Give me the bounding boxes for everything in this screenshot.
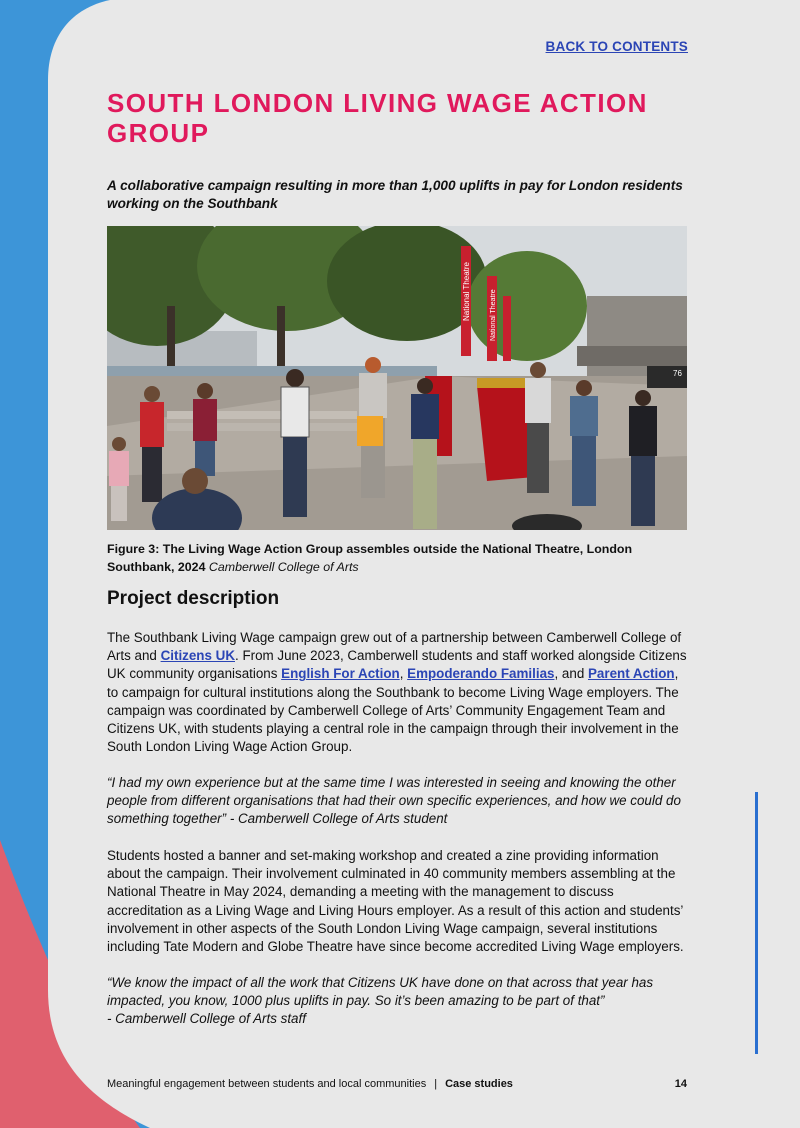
staff-quote: “We know the impact of all the work that Citizens UK have done on that across that year has impacted, you know, 1000 plus uplifts in pay. So it’s been amazing to be part of that” - Camberwell College of Arts staff xyxy=(107,975,654,1027)
figure-caption-credit: Camberwell College of Arts xyxy=(208,560,359,574)
photo-banner-1-text: National Theatre xyxy=(462,262,471,321)
citizens-uk-link[interactable]: Citizens UK xyxy=(160,648,235,664)
photo-bus-number: 76 xyxy=(673,369,682,378)
paragraph-2: Students hosted a banner and set-making workshop and created a zine providing information about the campaign. Their involvement culminated in 40 community members assembling at the National Theatre in May 2024, demanding a meeting with the management to discuss accreditation as a Living Wage and Living Hours employer. As a result of this action and students’ involvement in other aspects of the South London Living Wage campaign, several institutions including Tate Modern and Globe Theatre have since become accredited Living Wage employers. xyxy=(107,848,684,955)
figure-caption-text: Figure 3: The Living Wage Action Group assembles outside the National Theatre, London Southbank, 2024 xyxy=(107,542,633,574)
parent-action-link[interactable]: Parent Action xyxy=(588,666,675,682)
back-to-contents-link[interactable]: BACK TO CONTENTS xyxy=(545,39,688,54)
page-footer xyxy=(107,1077,687,1091)
scroll-indicator-line xyxy=(755,792,758,1054)
figure-caption xyxy=(107,540,687,576)
event-photo xyxy=(107,226,687,530)
page-number: 14 xyxy=(674,1078,687,1090)
section-heading: Project description xyxy=(107,588,280,609)
student-quote: “I had my own experience but at the same time I was interested in seeing and knowing the other people from different organisations that had their own specific experiences, and how we could do something together” - Camberwell College of Arts student xyxy=(107,775,681,827)
footer-separator: | xyxy=(434,1078,438,1090)
footer-section: Case studies xyxy=(445,1078,513,1090)
english-for-action-link[interactable]: English For Action xyxy=(281,666,400,682)
photo-banner-2-text: National Theatre xyxy=(490,289,497,341)
page-title: SOUTH LONDON LIVING WAGE ACTION GROUP xyxy=(107,88,648,148)
subtitle: A collaborative campaign resulting in more than 1,000 uplifts in pay for London residents working on the Southbank xyxy=(107,178,683,211)
footer-document-title: Meaningful engagement between students and local communities xyxy=(107,1078,427,1090)
empoderando-familias-link[interactable]: Empoderando Familias xyxy=(407,666,555,682)
photo-tree-right xyxy=(467,251,587,361)
paragraph-1: The Southbank Living Wage campaign grew out of a partnership between Camberwell College of Arts and Citizens UK. From June 2023, Camberwell students and staff worked alongside Citizens UK community organisations English For Action, Empoderando Familias, and Parent Action, to campaign for cultural institutions along the Southbank to become Living Wage employers. The campaign was coordinated by Camberwell College of Arts’ Community Engagement Team and Citizens UK, with students playing a central role in the campaign through their involvement in the South London Living Wage Action Group. xyxy=(107,630,687,755)
staff-quote-attribution: - Camberwell College of Arts staff xyxy=(107,1011,306,1027)
